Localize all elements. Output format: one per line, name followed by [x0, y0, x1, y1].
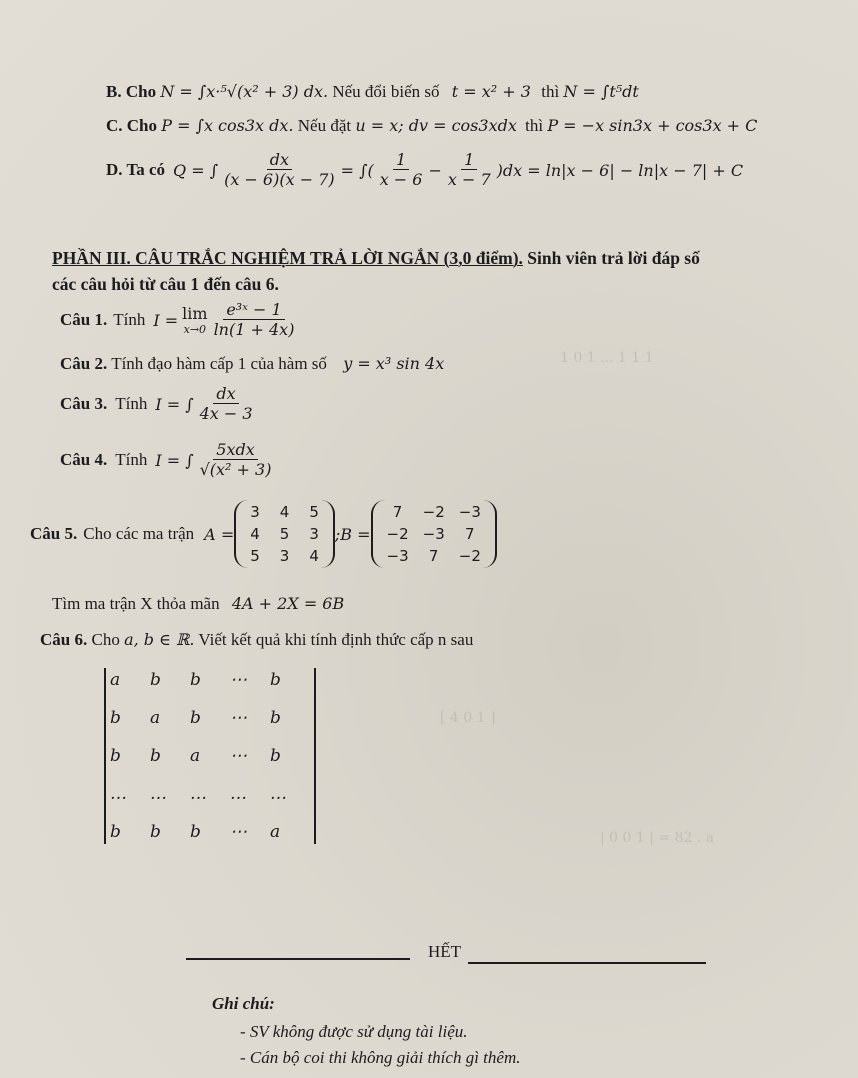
question-5 [30, 500, 497, 568]
q3-denominator: 4x − 3 [199, 404, 253, 424]
option-b-substitution: t = x² + 3 [451, 82, 531, 101]
q4-text: Tính [115, 450, 148, 470]
option-c-parts: u = x; dv = cos3xdx [355, 116, 517, 135]
q5-separator: ; [334, 524, 341, 544]
end-line-left [186, 958, 410, 960]
q6-text-2: Viết kết quả khi tính định thức cấp n sau [198, 630, 474, 649]
q5-a-name: A = [204, 524, 235, 544]
q1-numerator: e³ˣ − 1 [223, 300, 284, 320]
q4-denominator: √(x² + 3) [199, 460, 272, 480]
matrix-b-cell-2-1: 7 [428, 547, 439, 565]
option-d-fraction-3 [445, 150, 494, 190]
matrix-a-cell-1-1: 5 [279, 525, 290, 543]
option-c [106, 116, 757, 136]
option-c-result: P = −x sin3x + cos3x + C [547, 116, 758, 135]
q3-label: Câu 3. [60, 394, 108, 414]
question-1 [60, 300, 300, 340]
note-title: Ghi chú: [212, 994, 275, 1013]
q6-label: Câu 6. [40, 630, 88, 649]
q2-expr: y = x³ sin 4x [343, 354, 445, 373]
determinant-cell-2-0: b [110, 746, 121, 766]
option-b-integral: N = ∫x·⁵√(x² + 3) dx. [160, 82, 329, 101]
determinant-cell-0-1: b [150, 670, 161, 690]
determinant [104, 668, 316, 844]
determinant-cell-4-4: a [270, 822, 281, 842]
matrix-a-cell-1-2: 3 [309, 525, 319, 543]
option-b-result: N = ∫t⁵dt [563, 82, 639, 101]
determinant-cell-3-4: … [270, 784, 287, 804]
q2-label: Câu 2. [60, 354, 108, 373]
q5-equation: 4A + 2X = 6B [231, 594, 345, 613]
q5-text: Cho các ma trận [83, 524, 195, 543]
option-d-rhs: )dx = ln|x − 6| − ln|x − 7| + C [496, 160, 744, 180]
determinant-grid [104, 668, 316, 844]
q6-text-1: Cho [91, 630, 120, 649]
matrix-b-cell-0-1: −2 [422, 503, 445, 521]
matrix-a-cell-0-2: 5 [309, 503, 319, 521]
q1-lhs: I = [153, 310, 179, 330]
q3-lhs: I = ∫ [155, 394, 194, 414]
matrix-a-cell-0-1: 4 [279, 503, 290, 521]
determinant-cell-3-1: … [150, 784, 167, 804]
determinant-cell-2-3: ⋯ [230, 746, 247, 766]
option-c-label: C. Cho [106, 116, 158, 135]
determinant-cell-0-0: a [110, 670, 121, 690]
q3-text: Tính [115, 394, 148, 414]
matrix-b-cell-0-0: 7 [392, 503, 403, 521]
option-d-lhs: Q = ∫ [173, 160, 219, 180]
matrix-b-cell-1-1: −3 [422, 525, 445, 543]
q3-fraction [197, 384, 256, 424]
determinant-cell-4-2: b [190, 822, 201, 842]
end-marker: HẾT [428, 942, 462, 961]
section-heading [52, 248, 700, 269]
q5-b-name: B = [340, 524, 371, 544]
determinant-cell-3-2: … [190, 784, 207, 804]
determinant-cell-2-4: b [270, 746, 281, 766]
determinant-cell-4-3: ⋯ [230, 822, 247, 842]
q2-text: Tính đạo hàm cấp 1 của hàm số [111, 354, 327, 373]
determinant-cell-2-1: b [150, 746, 161, 766]
q1-lim-subscript: x→0 [183, 323, 207, 337]
question-4 [60, 440, 277, 480]
matrix-a [234, 500, 335, 568]
q5-label: Câu 5. [30, 524, 78, 543]
q6-vars: a, b ∈ ℝ. [124, 630, 195, 649]
determinant-cell-0-4: b [270, 670, 281, 690]
option-d [106, 150, 743, 190]
matrix-a-cell-1-0: 4 [250, 525, 260, 543]
matrix-b-cell-2-2: −2 [458, 547, 481, 565]
option-c-then: thì [525, 116, 544, 135]
option-d-f2-denominator: x − 6 [379, 170, 423, 190]
option-b-then: thì [541, 82, 560, 101]
matrix-a-cell-0-0: 3 [250, 503, 260, 521]
question-3 [60, 384, 259, 424]
option-d-f3-denominator: x − 7 [447, 170, 491, 190]
determinant-cell-2-2: a [190, 746, 201, 766]
determinant-cell-3-0: … [110, 784, 127, 804]
section-title: PHẦN III. CÂU TRẮC NGHIỆM TRẢ LỜI NGẮN (3,0 điểm). [52, 248, 523, 268]
option-d-f1-denominator: (x − 6)(x − 7) [224, 170, 335, 190]
option-c-integral: P = ∫x cos3x dx. [161, 116, 294, 135]
determinant-cell-1-0: b [110, 708, 121, 728]
section-instruction-1: Sinh viên trả lời đáp số [527, 248, 700, 268]
question-5-task [52, 594, 344, 614]
q4-label: Câu 4. [60, 450, 108, 470]
option-d-f1-numerator: dx [267, 150, 292, 170]
q1-fraction [211, 300, 298, 340]
option-d-f3-numerator: 1 [461, 150, 477, 170]
option-d-label: D. Ta có [106, 160, 166, 180]
determinant-cell-1-1: a [150, 708, 161, 728]
option-d-f2-numerator: 1 [393, 150, 409, 170]
determinant-cell-3-3: … [230, 784, 247, 804]
matrix-b-cell-2-0: −3 [386, 547, 409, 565]
q4-lhs: I = ∫ [155, 450, 194, 470]
note-2: - Cán bộ coi thi không giải thích gì thêm. [240, 1048, 521, 1067]
matrix-a-cell-2-1: 3 [279, 547, 290, 565]
option-b-text: Nếu đổi biến số [332, 82, 440, 101]
q1-denominator: ln(1 + 4x) [213, 320, 295, 340]
end-line-right [468, 962, 706, 964]
q1-text: Tính [113, 310, 146, 330]
q1-lim-word: lim [182, 304, 208, 324]
matrix-b-cell-0-2: −3 [458, 503, 481, 521]
question-2 [60, 354, 444, 374]
matrix-b [371, 500, 497, 568]
determinant-cell-0-2: b [190, 670, 201, 690]
determinant-cell-1-2: b [190, 708, 201, 728]
matrix-a-cell-2-0: 5 [250, 547, 260, 565]
option-d-fraction-2 [377, 150, 426, 190]
option-d-mid: = ∫( [340, 160, 374, 180]
q1-limit [182, 304, 207, 336]
matrix-a-cell-2-2: 4 [309, 547, 319, 565]
option-b-label: B. Cho [106, 82, 157, 101]
determinant-cell-1-3: ⋯ [230, 708, 247, 728]
matrix-b-cell-1-2: 7 [465, 525, 475, 543]
q5-task: Tìm ma trận X thỏa mãn [52, 594, 220, 613]
q4-numerator: 5xdx [213, 440, 257, 460]
determinant-cell-1-4: b [270, 708, 281, 728]
note-1: - SV không được sử dụng tài liệu. [240, 1022, 468, 1041]
determinant-cell-4-0: b [110, 822, 121, 842]
q1-label: Câu 1. [60, 310, 108, 330]
option-d-fraction-1 [221, 150, 338, 190]
question-6 [40, 630, 473, 650]
option-d-minus: − [428, 160, 442, 180]
matrix-b-cell-1-0: −2 [386, 525, 409, 543]
option-c-text: Nếu đặt [297, 116, 352, 135]
determinant-cell-0-3: ⋯ [230, 670, 247, 690]
section-instruction-2: các câu hỏi từ câu 1 đến câu 6. [52, 274, 279, 294]
option-b [106, 82, 639, 102]
q3-numerator: dx [213, 384, 238, 404]
q4-fraction [197, 440, 275, 480]
determinant-cell-4-1: b [150, 822, 161, 842]
